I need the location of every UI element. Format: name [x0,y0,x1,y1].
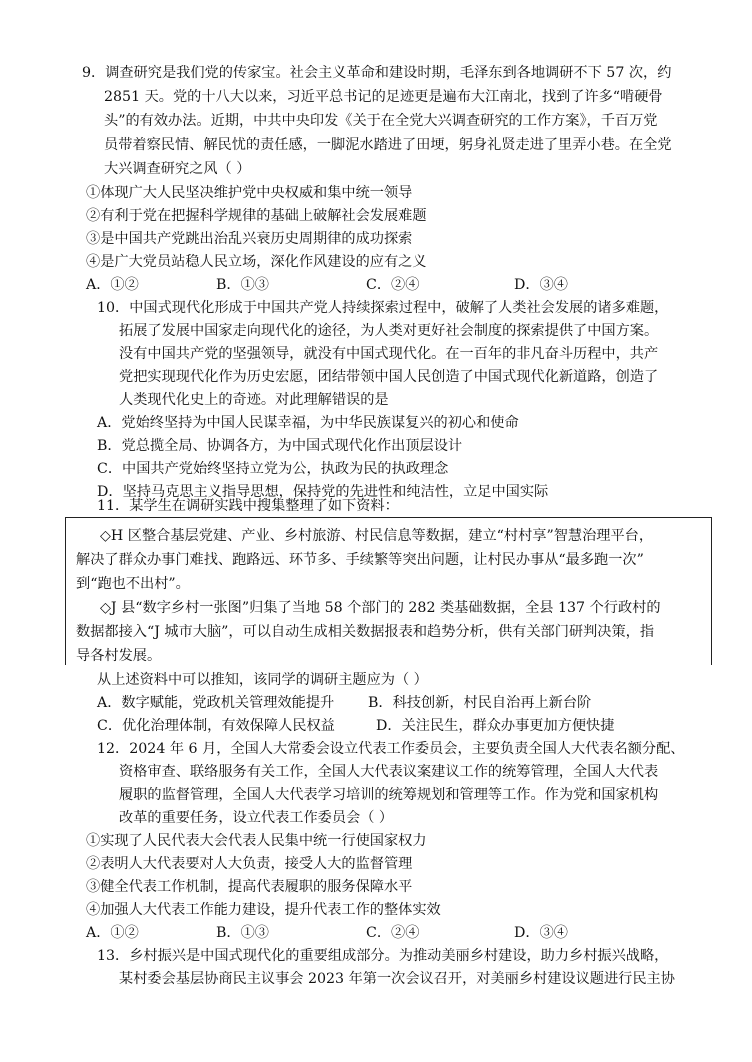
q11-material-line-5: 数据都接入“J 城市大脑”，可以自动生成相关数据报表和趋势分析，供有关部门研判决策，指 [76,624,655,640]
q12-line-3: 履职的监督管理，全国人大代表学习培训的统筹规划和管理等工作。作为党和国家机构 [119,787,659,803]
q11-material-box [65,517,712,665]
q11-material-line-6: 导各村发展。 [76,648,162,664]
q10-line-3: 没有中国共产党的坚强领导，就没有中国式现代化。在一百年的非凡奋斗历程中，共产 [119,346,659,362]
q12-option-a[interactable]: A．①② [86,925,139,941]
q9-option-c[interactable]: C．②④ [366,277,420,293]
q10-option-b[interactable]: B．党总揽全局、协调各方，为中国式现代化作出顶层设计 [97,438,463,454]
q9-option-b[interactable]: B．①③ [216,277,269,293]
q11-option-d[interactable]: D．关注民生，群众办事更加方便快捷 [376,718,615,734]
q12-option-d[interactable]: D．③④ [514,925,568,941]
q12-line-1: 12．2024 年 6 月，全国人大常委会设立代表工作委员会，主要负责全国人大代表名额分配、 [97,741,685,757]
q12-option-c[interactable]: C．②④ [366,925,420,941]
q9-statement-1: ①体现广大人民坚决维护党中央权威和集中统一领导 [86,185,413,201]
q12-line-2: 资格审查、联络服务有关工作，全国人大代表议案建议工作的统筹管理，全国人大代表 [119,764,659,780]
q10-line-5: 人类现代化史上的奇迹。对此理解错误的是 [119,392,389,408]
q12-statement-1: ①实现了人民代表大会代表人民集中统一行使国家权力 [86,833,427,849]
q10-option-d[interactable]: D．坚持马克思主义指导思想，保持党的先进性和纯洁性，立足中国实际 [97,484,549,500]
q9-option-d[interactable]: D．③④ [514,277,568,293]
q9-statement-4: ④是广大党员站稳人民立场，深化作风建设的应有之义 [86,254,427,270]
q11-option-b[interactable]: B．科技创新，村民自治再上新台阶 [368,695,592,711]
q11-material-line-1: ◇H 区整合基层党建、产业、乡村旅游、村民信息等数据，建立“村村享”智慧治理平台， [100,528,654,544]
q11-option-c[interactable]: C．优化治理体制，有效保障人民权益 [97,718,335,734]
q9-line-1: 9．调查研究是我们党的传家宝。社会主义革命和建设时期，毛泽东到各地调研不下 57 次，约 [82,65,672,81]
q13-line-1: 13．乡村振兴是中国式现代化的重要组成部分。为推动美丽乡村建设，助力乡村振兴战略， [97,948,669,964]
q11-option-a[interactable]: A．数字赋能，党政机关管理效能提升 [97,695,335,711]
q12-option-b[interactable]: B．①③ [216,925,269,941]
q11-material-line-3: 到“跑也不出村”。 [76,576,190,592]
q11-question: 从上述资料中可以推知，该同学的调研主题应为（ ） [97,672,428,688]
q9-line-3: 头”的有效办法。近期，中共中央印发《关于在全党大兴调查研究的工作方案》，千百万党 [104,113,658,129]
q12-options [86,922,706,944]
q10-line-2: 拓展了发展中国家走向现代化的途径，为人类对更好社会制度的探索提供了中国方案。 [119,323,659,339]
q11-options-row-2 [97,715,697,737]
q13-line-2: 某村委会基层协商民主议事会 2023 年第一次会议召开，对美丽乡村建设议题进行民主协 [119,971,675,987]
q9-options [86,274,706,296]
q11-stem: 11．某学生在调研实践中搜集整理了如下资料： [97,498,399,514]
q9-line-4: 员带着察民情、解民忧的责任感，一脚泥水踏进了田埂，躬身礼贤走进了里弄小巷。在全党 [104,137,672,153]
q9-option-a[interactable]: A．①② [86,277,139,293]
q10-option-a[interactable]: A．党始终坚持为中国人民谋幸福，为中华民族谋复兴的初心和使命 [97,415,519,431]
q11-material-line-2: 解决了群众办事门难找、跑路远、环节多、手续繁等突出问题，让村民办事从“最多跑一次” [76,552,644,568]
q12-statement-4: ④加强人大代表工作能力建设，提升代表工作的整体实效 [86,902,441,918]
q10-option-c[interactable]: C．中国共产党始终坚持立党为公，执政为民的执政理念 [97,461,449,477]
q10-line-1: 10．中国式现代化形成于中国共产党人持续探索过程中，破解了人类社会发展的诸多难题， [97,300,669,316]
q10-line-4: 党把实现现代化作为历史宏愿，团结带领中国人民创造了中国式现代化新道路，创造了 [119,369,659,385]
q12-statement-3: ③健全代表工作机制，提高代表履职的服务保障水平 [86,879,413,895]
q12-line-4: 改革的重要任务，设立代表工作委员会（ ） [119,810,394,826]
q9-line-2: 2851 天。党的十八大以来，习近平总书记的足迹更是遍布大江南北，找到了许多“啃硬骨 [104,89,663,105]
q11-options-row-1 [97,692,697,714]
q11-material-line-4: ◇J 县“数字乡村一张图”归集了当地 58 个部门的 282 类基础数据，全县 137 个行政村的 [100,600,661,616]
q9-statement-3: ③是中国共产党跳出治乱兴衰历史周期律的成功探索 [86,231,413,247]
q12-statement-2: ②表明人大代表要对人大负责，接受人大的监督管理 [86,856,413,872]
q9-statement-2: ②有利于党在把握科学规律的基础上破解社会发展难题 [86,208,427,224]
q9-line-5: 大兴调查研究之风（ ） [104,161,251,177]
